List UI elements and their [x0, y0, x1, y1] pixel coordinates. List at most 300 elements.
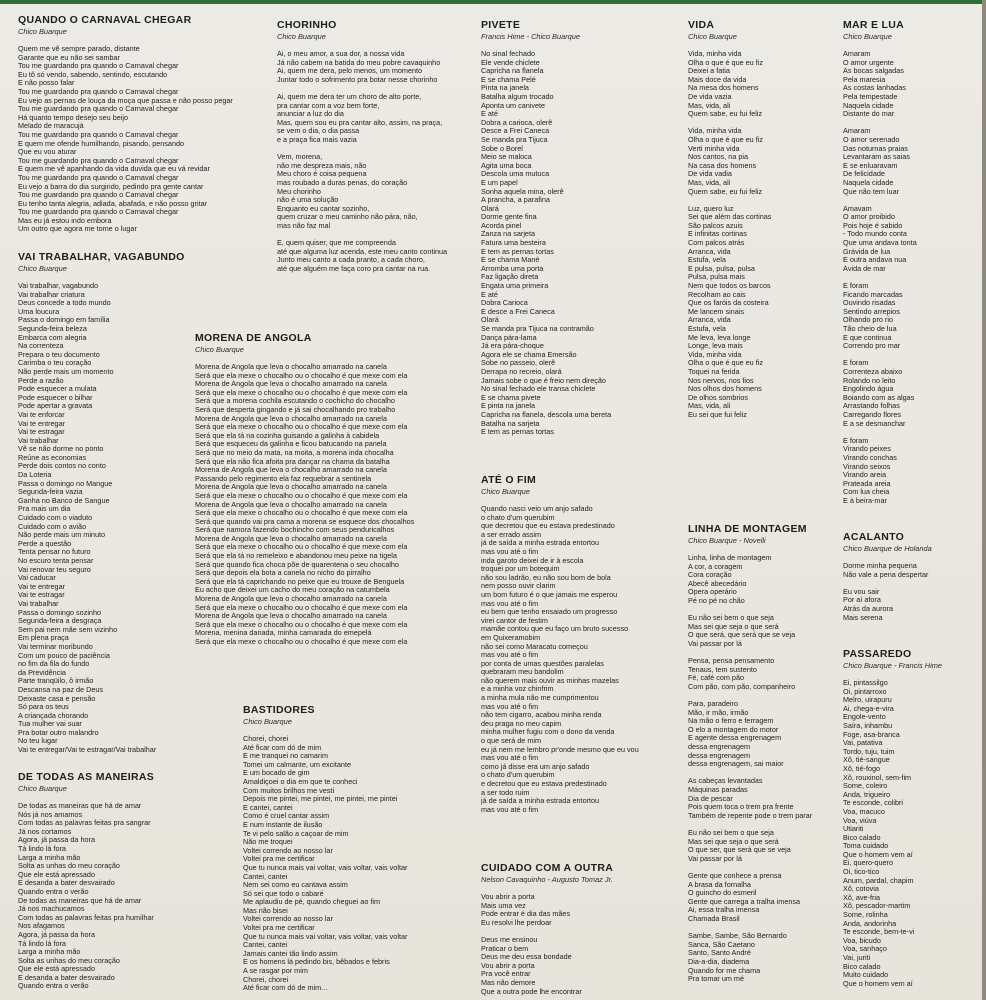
- lyric-line: Solta as unhas do meu coração: [18, 956, 120, 965]
- lyric-line: Sanca, São Caetano: [688, 940, 755, 949]
- lyric-line: Eu tenho tanta alegria, adiada, abafada, e não posso gritar: [18, 199, 208, 208]
- lyric-line: Tá lindo lá fora: [18, 939, 66, 948]
- lyric-line: A brasa da fornalha: [688, 880, 751, 889]
- lyric-line: Ei, quero-quero: [843, 859, 893, 868]
- lyric-line: Mão, ir mão, irmão: [688, 708, 749, 717]
- lyric-line: Quando entra o verão: [18, 887, 89, 896]
- lyric-line: a minha mula não me cumprimentou: [481, 694, 599, 703]
- lyric-line: E não posso falar: [18, 79, 75, 88]
- stanza-break: [843, 273, 968, 282]
- lyric-line: Mais uma vez: [481, 901, 526, 910]
- lyric-line: Dorme minha pequena: [843, 562, 917, 570]
- lyric-line: anunciar a luz do dia: [277, 110, 344, 119]
- lyric-line: a ser todo ruim: [481, 788, 530, 797]
- lyric-line: Agora, já passa da hora: [18, 836, 95, 845]
- stanza-break: [688, 606, 838, 615]
- lyric-line: Virando conchas: [843, 453, 897, 462]
- lyric-line: Já nos machucamos: [18, 905, 85, 914]
- lyric-line: O amor proibido: [843, 213, 895, 222]
- lyric-line: Me aplaudiu de pé, quando cheguei ao fim: [243, 898, 381, 907]
- lyric-line: E outra andava nua: [843, 256, 907, 265]
- lyric-line: Sem pai nem mãe sem vizinho: [18, 625, 118, 634]
- lyric-line: Batalha algum trocado: [481, 92, 554, 101]
- lyric-line: Chorei, chorei: [243, 735, 289, 743]
- lyric-line: Opera operário: [688, 588, 737, 597]
- lyric-line: Eu resolvi lhe perdoar: [481, 918, 552, 927]
- lyric-line: mas não faz mal: [277, 221, 331, 230]
- lyric-line: dessa engrenagem, sai maior: [688, 760, 784, 769]
- song-credit: Chico Buarque: [18, 784, 67, 793]
- lyric-line: Tordo, tuju, tuim: [843, 747, 895, 756]
- lyric-line: Praticar o bem: [481, 944, 529, 953]
- lyric-line: Muito cuidado: [843, 971, 889, 980]
- lyric-line: Tou me guardando pra quando o Carnaval chegar: [18, 191, 179, 200]
- lyric-line: Passa o domingo em família: [18, 316, 110, 325]
- lyric-line: Tenta pensar no futuro: [18, 548, 91, 557]
- lyric-line: Será que ela tá na cozinha guisando a galinha à cabidela: [195, 431, 380, 440]
- song-lyrics: [18, 282, 198, 755]
- lyric-line: Chorei, chorei: [243, 975, 289, 984]
- lyric-line: Que não tem luar: [843, 187, 900, 196]
- lyric-line: E quem me vê apanhando da vida duvida que eu vá revidar: [18, 165, 210, 174]
- lyric-line: mas roubado a duras penas, do coração: [277, 178, 408, 187]
- lyric-line: Oi, pintarroxo: [843, 687, 887, 696]
- lyric-line: O que será, que será que se veja: [688, 631, 796, 640]
- lyric-line: Será que namora fazendo bochincho com seus penduricalhos: [195, 526, 395, 535]
- stanza-break: [843, 428, 968, 437]
- lyric-line: Acorda pinel: [481, 221, 522, 230]
- lyric-line: Um outro que agora me tome o lugar: [18, 225, 137, 234]
- lyric-line: E desce a Frei Caneca: [481, 307, 555, 316]
- lyric-line: Vida, minha vida: [688, 127, 742, 136]
- lyric-line: Só para os teus: [18, 703, 69, 712]
- lyric-line: Será que ela tá caprichando no peixe que eu trouxe de Benguela: [195, 577, 405, 586]
- lyric-line: Olha o que é que eu fiz: [688, 135, 763, 144]
- lyric-line: Dia de pescar: [688, 794, 733, 803]
- lyric-line: Nos cantos, na pia: [688, 153, 749, 162]
- lyric-line: Que a outra pode lhe encontrar: [481, 987, 582, 996]
- lyric-line: Que tu nunca mais vai voltar, vais voltar, vais voltar: [243, 932, 408, 941]
- lyric-line: Pra tomar um mé: [688, 975, 744, 984]
- lyric-line: E agente dessa engrenagem: [688, 734, 782, 743]
- lyric-line: Cora coração: [688, 571, 732, 580]
- lyric-line: Xô, pescador-martim: [843, 902, 911, 911]
- lyric-line: Com lua cheia: [843, 488, 890, 497]
- lyric-line: não sei como Maracatu começou: [481, 642, 588, 651]
- lyric-line: Será que no meio da mata, na moita, a morena inda chocalha: [195, 448, 394, 457]
- lyric-line: Luz, quero luz: [688, 204, 734, 213]
- lyric-line: quem cruzar o meu caminho não pára, não,: [277, 213, 418, 222]
- lyric-line: Nem sei como eu cantava assim: [243, 881, 348, 890]
- song-title: DE TODAS AS MANEIRAS: [18, 771, 155, 783]
- lyric-line: Amaldiçoei o dia em que te conheci: [243, 777, 358, 786]
- lyric-line: Até ficar com dó de mim...: [243, 984, 328, 993]
- lyric-line: De olhos sombrios: [688, 393, 749, 402]
- lyric-line: Mas não bisei: [243, 906, 288, 915]
- lyric-line: A se rasgar por mim: [243, 967, 308, 976]
- lyric-line: Gente que conhece a prensa: [688, 871, 782, 880]
- lyric-line: - Todo mundo conta: [843, 230, 907, 239]
- lyric-line: Vai te enforcar: [18, 410, 65, 419]
- song-title: LINHA DE MONTAGEM: [688, 523, 807, 535]
- lyric-line: Na mesa dos homens: [688, 84, 759, 93]
- song-credit: Chico Buarque - Francis Hime: [843, 661, 942, 670]
- lyric-line: Com todas as palavras feitas pra sangrar: [18, 819, 151, 828]
- lyric-line: Vê se não dorme no ponto: [18, 445, 104, 454]
- lyric-line: Xô, tié-sangue: [843, 756, 890, 765]
- lyric-line: Parte tranqüilo, ô irmão: [18, 677, 94, 686]
- lyric-line: Recolham ao cais: [688, 290, 746, 299]
- lyric-line: Nos olhos dos homens: [688, 385, 762, 394]
- lyric-line: em Quixeramobim: [481, 633, 541, 642]
- lyric-line: Me leva, leva longe: [688, 333, 751, 342]
- lyric-line: Ai, essa tralha imensa: [688, 906, 760, 915]
- lyric-line: Dorme gente fina: [481, 213, 537, 222]
- song-title: CHORINHO: [277, 19, 337, 31]
- lyric-line: Dobra a carioca, olerê: [481, 118, 553, 127]
- song-credit: Chico Buarque: [688, 32, 737, 41]
- lyric-line: Engata uma primeira: [481, 282, 549, 291]
- lyric-line: no fim da fila do fundo: [18, 660, 90, 669]
- stanza-break: [843, 196, 968, 205]
- lyric-line: E quem me ofende humilhando, pisando, pensando: [18, 139, 185, 148]
- lyric-line: Capricha na flanela, descola uma bereta: [481, 410, 612, 419]
- lyric-line: No sinal fechado ele transa chiclete: [481, 385, 596, 394]
- lyric-line: Pode apertar a gravata: [18, 402, 93, 411]
- lyric-line: Vou abrir a porta: [481, 961, 535, 970]
- lyric-line: Deus me deu essa bondade: [481, 953, 572, 962]
- lyric-line: Vou abrir a porta: [481, 893, 535, 901]
- lyric-line: Na casa dos homens: [688, 161, 757, 170]
- lyric-line: Quando for me chama: [688, 966, 761, 975]
- lyric-line: Pois quem toca o trem pra frente: [688, 803, 794, 812]
- lyric-line: Morena de Angola que leva o chocalho amarrado na canela: [195, 363, 387, 371]
- lyric-line: Olha o que é que eu fiz: [688, 58, 763, 67]
- lyric-line: Morena de Angola que leva o chocalho amarrado na canela: [195, 414, 387, 423]
- lyric-line: Aponta um canivete: [481, 101, 546, 110]
- lyric-line: Juntar todo o sofrimento pra botar nesse chorinho: [277, 75, 438, 84]
- lyric-line: Mas, quem sou eu pra cantar alto, assim, na praça,: [277, 118, 443, 127]
- lyric-line: E os homens lá pedindo bis, bêbados e febris: [243, 958, 390, 967]
- lyric-line: Correndo pro mar: [843, 342, 901, 351]
- lyric-line: Morena de Angola que leva o chocalho amarrado na canela: [195, 380, 387, 389]
- lyric-line: Nos afagamos: [18, 922, 65, 931]
- lyric-line: Ouvindo risadas: [843, 299, 896, 308]
- lyric-line: Jamais sobe o que é freio nem direção: [481, 376, 606, 385]
- lyric-line: Será que ela mexe o chocalho ou o chocalho é que mexe com ela: [195, 638, 408, 646]
- lyric-line: mas vou até o fim: [481, 599, 539, 608]
- stanza-break: [688, 649, 838, 658]
- lyric-line: Some, rolinha: [843, 911, 888, 920]
- lyric-line: Te esconde, colibri: [843, 799, 904, 808]
- lyric-line: Virando areia: [843, 471, 886, 480]
- lyric-line: o chato d'um querubim: [481, 513, 555, 522]
- song-lyrics: [481, 50, 671, 437]
- lyric-line: Mas, vida, ali: [688, 101, 731, 110]
- lyric-line: Sobe no passeio, olerê: [481, 359, 556, 368]
- lyric-line: Vai te estragar: [18, 591, 65, 600]
- lyric-line: já de saída a minha estrada entortou: [481, 797, 600, 806]
- lyric-line: Vai trabalhar, vagabundo: [18, 282, 99, 290]
- lyric-line: Linha, linha de montagem: [688, 554, 772, 562]
- stanza-break: [277, 145, 472, 154]
- lyric-line: E tem as pernas tortas: [481, 247, 554, 256]
- lyric-line: Toma cuidado: [843, 842, 889, 851]
- lyric-line: Meu chorinho: [277, 187, 321, 196]
- lyric-line: O que ser, que será que se veja: [688, 846, 791, 855]
- lyric-line: De vida vadia: [688, 170, 732, 179]
- song-quando-o-carnaval-chegar: [18, 14, 268, 234]
- lyric-line: Ai, quem me dera ter um choro de alto porte,: [277, 92, 422, 101]
- song-chorinho: [277, 19, 472, 273]
- lyric-line: E foram: [843, 436, 869, 445]
- lyric-line: E se chama Mané: [481, 256, 540, 265]
- lyric-line: Batalha na sarjeta: [481, 419, 540, 428]
- lyric-line: E num instante de ilusão: [243, 820, 323, 829]
- lyric-line: Se manda pra Tijuca: [481, 135, 548, 144]
- lyric-line: Que o homem vem aí: [843, 979, 913, 988]
- song-lyrics: [688, 50, 838, 420]
- lyric-line: Mais serena: [843, 613, 883, 622]
- lyric-line: Pensa, pensa pensamento: [688, 657, 775, 666]
- lyric-line: Voa, bicudo: [843, 936, 881, 945]
- lyric-line: Vai te entregar/Vai te estragar/Vai trabalhar: [18, 746, 157, 755]
- song-title: PIVETE: [481, 19, 521, 31]
- lyric-line: Eu vejo as pernas de louça da moça que passa e não posso pegar: [18, 96, 233, 105]
- lyric-line: Distante do mar: [843, 110, 895, 119]
- lyric-line: Sei que além das cortinas: [688, 213, 772, 222]
- lyric-line: E até: [481, 110, 498, 119]
- lyric-line: Como é cruel cantar assim: [243, 812, 330, 821]
- lyric-line: Vai trabalhar: [18, 436, 59, 445]
- lyric-line: O amor serenado: [843, 135, 900, 144]
- lyric-line: Ele vende chiclete: [481, 58, 540, 67]
- lyric-line: Capricha na flanela: [481, 67, 544, 76]
- lyric-line: Eu tô só vendo, sabendo, sentindo, escutando: [18, 70, 168, 79]
- lyric-line: Até ficar com dó de mim: [243, 743, 322, 752]
- stanza-break: [843, 119, 968, 128]
- lyric-line: Naquela cidade: [843, 178, 894, 187]
- lyric-line: As bocas salgadas: [843, 67, 904, 76]
- stanza-break: [688, 196, 838, 205]
- lyric-line: Será que ela mexe o chocalho ou o chocalho é que mexe com ela: [195, 603, 408, 612]
- lyric-line: Já nos cortamos: [18, 827, 72, 836]
- lyric-line: Agora ele se chama Emersão: [481, 350, 577, 359]
- lyric-line: Olará: [481, 204, 499, 213]
- lyric-line: Pode entrar é dia das mães: [481, 910, 571, 919]
- lyric-line: Deus me ensinou: [481, 935, 538, 944]
- lyric-line: Mas, vida, ali: [688, 402, 731, 411]
- lyric-line: Quem sabe, eu fui feliz: [688, 187, 763, 196]
- lyric-line: E foram: [843, 282, 869, 291]
- song-credit: Nelson Cavaquinho - Augusto Tomaz Jr.: [481, 875, 613, 884]
- song-title: BASTIDORES: [243, 704, 315, 716]
- lyric-line: mas vou até o fim: [481, 754, 539, 763]
- lyric-line: Reúne as economias: [18, 453, 87, 462]
- lyric-line: Só sei que todo o cabaré: [243, 889, 324, 898]
- song-passaredo: [843, 648, 968, 988]
- lyric-line: Embarca com alegria: [18, 333, 87, 342]
- lyric-line: Sambe, Sambe, São Bernardo: [688, 932, 787, 941]
- lyric-line: Prepara o teu documento: [18, 350, 100, 359]
- lyric-line: Pra você entrar: [481, 970, 531, 979]
- lyric-line: Fé, café com pão: [688, 674, 745, 683]
- song-credit: Chico Buarque: [18, 264, 67, 273]
- lyric-line: Uma loucura: [18, 307, 60, 316]
- lyric-line: Morena, menina danada, minha camarada do emepelá: [195, 629, 372, 638]
- song-lyrics: [481, 505, 671, 814]
- lyric-line: A cor, a coragem: [688, 562, 743, 571]
- lyric-line: Com palcos atrás: [688, 239, 745, 248]
- lyric-line: Também de repente pode o trem parar: [688, 811, 813, 820]
- lyric-line: Carimba o teu coração: [18, 359, 92, 368]
- lyric-line: não me despreza mais, não: [277, 161, 367, 170]
- lyric-line: Xô, tié-fogo: [843, 764, 881, 773]
- lyric-line: São palcos azuis: [688, 221, 743, 230]
- lyric-line: No teu lugar: [18, 737, 58, 746]
- lyric-line: Pois hoje é sabido: [843, 221, 903, 230]
- lyric-line: Tou me guardando pra quando o Carnaval chegar: [18, 87, 179, 96]
- lyric-line: mas vou até o fim: [481, 702, 539, 711]
- lyric-line: Morena de Angola que leva o chocalho amarrado na canela: [195, 534, 387, 543]
- lyric-line: Voltei correndo ao nosso lar: [243, 846, 333, 855]
- lyric-line: E a se desmanchar: [843, 419, 906, 428]
- lyric-line: Vida, minha vida: [688, 350, 742, 359]
- lyric-line: Morena de Angola que leva o chocalho amarrado na canela: [195, 595, 387, 604]
- lyric-line: Ei, pintassilgo: [843, 679, 888, 687]
- lyric-line: Pinta na janela: [481, 84, 529, 93]
- lyric-line: Cuidado com o viaduto: [18, 514, 93, 523]
- song-lyrics: [277, 50, 472, 273]
- lyric-line: E pulsa, pulsa, pulsa: [688, 264, 755, 273]
- lyric-line: Correnteza abaixo: [843, 367, 903, 376]
- lyric-line: Será que ela mexe o chocalho ou o chocalho é que mexe com ela: [195, 620, 408, 629]
- lyric-line: dessa engrenagem: [688, 743, 751, 752]
- lyric-line: Verti minha vida: [688, 144, 740, 153]
- song-linha-de-montagem: [688, 523, 838, 984]
- lyric-line: Arranca, vida: [688, 247, 731, 256]
- lyric-line: já de saída a minha estrada entortou: [481, 539, 600, 548]
- lyric-line: não sou ladrão, eu não sou bom de bola: [481, 573, 611, 582]
- lyric-line: Pode esquecer a mulata: [18, 385, 97, 394]
- lyric-line: Longe, leva mais: [688, 342, 743, 351]
- lyric-line: De todas as maneiras que há de amar: [18, 802, 142, 810]
- lyric-line: A prancha, a parafina: [481, 196, 550, 205]
- lyric-line: Prateada areia: [843, 479, 891, 488]
- lyric-line: Sobe o Borel: [481, 144, 523, 153]
- lyric-line: quebraram meu bandolim: [481, 668, 564, 677]
- lyric-line: Meio se maloca: [481, 153, 532, 162]
- lyric-line: Das noturnas praias: [843, 144, 908, 153]
- lyric-line: Será que ela mexe o chocalho ou o chocalho é que mexe com ela: [195, 388, 408, 397]
- lyric-line: Pela tempestade: [843, 92, 898, 101]
- lyric-line: Utiariti: [843, 825, 864, 834]
- lyric-line: Garante que eu não sei sambar: [18, 53, 120, 62]
- song-title: PASSAREDO: [843, 648, 912, 660]
- lyric-line: Eu não sei bem o que seja: [688, 829, 774, 837]
- lyric-line: Quando nasci veio um anjo safado: [481, 505, 593, 513]
- lyric-line: Descansa na paz de Deus: [18, 685, 104, 694]
- lyric-line: Tou me guardando pra quando o Carnaval chegar: [18, 130, 179, 139]
- song-lyrics: [243, 735, 468, 993]
- album-edge-top: [0, 0, 986, 4]
- lyric-line: Dança pára-lama: [481, 333, 537, 342]
- stanza-break: [688, 119, 838, 128]
- lyric-line: Descola uma mutuca: [481, 170, 550, 179]
- lyric-line: E à beira-mar: [843, 496, 887, 505]
- lyric-line: Pela maresia: [843, 75, 886, 84]
- lyric-line: Passa o domingo sozinho: [18, 608, 102, 617]
- lyric-line: não é uma solução: [277, 196, 339, 205]
- lyric-line: Pode esquecer o bilhar: [18, 393, 93, 402]
- stanza-break: [277, 230, 472, 239]
- lyric-line: e a minha voz chinfrim: [481, 685, 554, 694]
- lyric-line: E me tranquei no camarim: [243, 752, 329, 761]
- lyric-line: Será que ela mexe o chocalho ou o chocalho é que mexe com ela: [195, 543, 408, 552]
- lyric-line: Virando seixos: [843, 462, 891, 471]
- lyric-line: Estufa, vela: [688, 325, 726, 333]
- lyric-line: Some, coleiro: [843, 782, 888, 791]
- lyric-line: mas vou até o fim: [481, 805, 539, 814]
- lyric-line: Quem me vê sempre parado, distante: [18, 45, 140, 53]
- song-de-todas-as-maneiras: [18, 771, 198, 991]
- song-bastidores: [243, 704, 468, 993]
- lyric-line: Que os faróis da costeira: [688, 299, 769, 308]
- lyric-line: Amaram: [843, 50, 871, 58]
- song-title: ACALANTO: [843, 531, 905, 543]
- lyric-line: Cuidado com o avião: [18, 522, 87, 531]
- lyric-line: Vai, patativa: [843, 739, 883, 748]
- lyric-line: o chato d'um querubim: [481, 771, 555, 780]
- lyric-line: Vai renovar teu seguro: [18, 565, 91, 574]
- lyric-line: De todas as maneiras que há de amar: [18, 896, 142, 905]
- lyric-line: Atrás da aurora: [843, 604, 893, 613]
- lyric-line: Boiando com as algas: [843, 393, 915, 402]
- lyric-line: Naquela cidade: [843, 101, 894, 110]
- song-morena-de-angola: [195, 332, 470, 647]
- lyric-line: Ganha no Banco de Sangue: [18, 496, 110, 505]
- lyric-line: por conta de umas questões paralelas: [481, 659, 604, 668]
- lyric-line: Quem sabe, eu fui feliz: [688, 110, 763, 119]
- lyric-line: Perde a questão: [18, 539, 72, 548]
- lyric-line: E pinta na janela: [481, 402, 536, 411]
- lyric-line: De vida vazia: [688, 92, 732, 101]
- lyric-line: como já disse era um anjo safado: [481, 762, 590, 771]
- lyric-line: Da Loteria: [18, 471, 52, 480]
- lyric-line: Foge, asa-branca: [843, 730, 900, 739]
- lyric-line: Bico calado: [843, 962, 881, 971]
- lyric-line: Com todas as palavras feitas pra humilhar: [18, 913, 154, 922]
- lyric-line: Pra mais um dia: [18, 505, 71, 514]
- song-lyrics: [843, 50, 968, 505]
- lyric-line: Junto meu canto a cada pranto, a cada choro,: [277, 256, 425, 265]
- lyric-line: Será que ela tá no remeleixo e abandonou meu peixe na tigela: [195, 552, 397, 561]
- lyric-line: E se enluaravam: [843, 161, 898, 170]
- lyric-line: Amavam: [843, 204, 872, 213]
- lyric-line: Há quanto tempo desejo seu beijo: [18, 113, 129, 122]
- lyric-line: Morena de Angola que leva o chocalho amarrado na canela: [195, 612, 387, 621]
- lyric-line: Vida, minha vida: [688, 50, 742, 58]
- lyric-line: O guincho do esmeril: [688, 889, 757, 898]
- lyric-line: E que continua: [843, 333, 892, 342]
- lyric-line: Nós já nos amamos: [18, 810, 83, 819]
- lyric-line: E desanda a bater desvairado: [18, 879, 115, 888]
- lyric-line: E até: [481, 290, 498, 299]
- lyric-line: Por aí afora: [843, 596, 881, 605]
- lyric-line: se vem o dia, o dia passa: [277, 127, 360, 136]
- lyric-line: Que uma andava tonta: [843, 239, 917, 248]
- lyric-line: Tá lindo lá fora: [18, 844, 66, 853]
